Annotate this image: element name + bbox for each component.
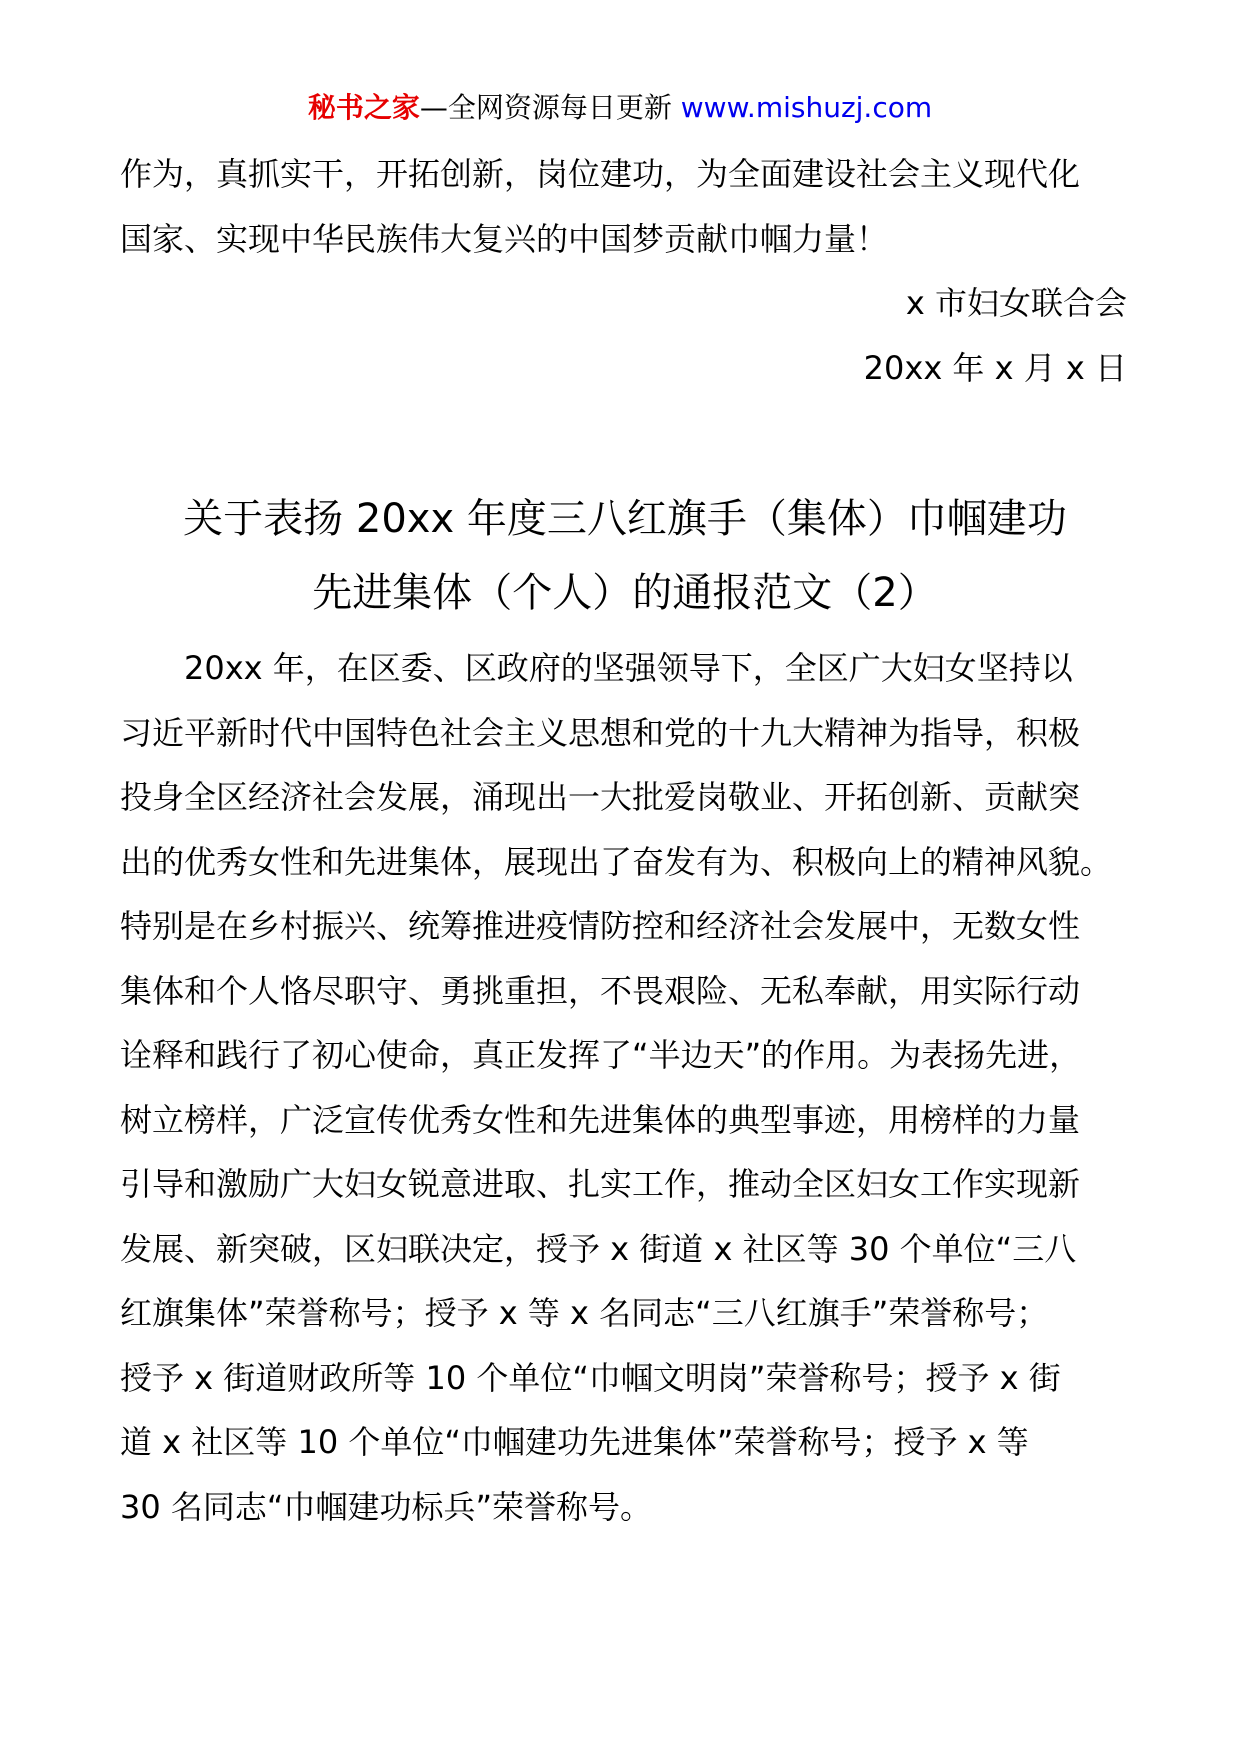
signature-org: x 市妇女联合会: [905, 284, 1127, 322]
body-line: 出的优秀女性和先进集体，展现出了奋发有为、积极向上的精神风貌。: [120, 842, 1113, 881]
body-line: 20xx 年，在区委、区政府的坚强领导下，全区广大妇女坚持以: [184, 649, 1073, 687]
closing-line: 国家、实现中华民族伟大复兴的中国梦贡献巾帼力量！: [120, 219, 889, 258]
closing-line: 作为，真抓实干，开拓创新，岗位建功，为全面建设社会主义现代化: [120, 155, 1081, 193]
body-line: 习近平新时代中国特色社会主义思想和党的十九大精神为指导，积极: [120, 713, 1081, 752]
site-header: [0, 88, 1240, 128]
body-line: 发展、新突破，区妇联决定，授予 x 街道 x 社区等 30 个单位“三八: [120, 1229, 1077, 1268]
document-page: [120, 142, 1130, 1539]
site-slogan: —全网资源每日更新: [419, 91, 681, 124]
site-brand: 秘书之家: [307, 91, 420, 124]
body-line: 特别是在乡村振兴、统筹推进疫情防控和经济社会发展中，无数女性: [120, 907, 1081, 945]
body-line: 红旗集体”荣誉称号；授予 x 等 x 名同志“三八红旗手”荣誉称号；: [120, 1294, 1049, 1332]
body-line: 诠释和践行了初心使命，真正发挥了“半边天”的作用。为表扬先进，: [120, 1036, 1082, 1074]
body-line: 引导和激励广大妇女锐意进取、扎实工作，推动全区妇女工作实现新: [120, 1165, 1081, 1203]
body-line: 集体和个人恪尽职守、勇挑重担，不畏艰险、无私奉献，用实际行动: [120, 971, 1081, 1010]
closing-paragraph: [120, 142, 1130, 271]
body-line: 30 名同志“巾帼建功标兵”荣誉称号。: [120, 1487, 653, 1526]
body-line: 授予 x 街道财政所等 10 个单位“巾帼文明岗”荣誉称号；授予 x 街: [120, 1358, 1061, 1397]
body-line: 投身全区经济社会发展，涌现出一大批爱岗敬业、开拓创新、贡献突: [120, 778, 1081, 816]
body-paragraph: [120, 636, 1130, 1539]
document-title: [120, 482, 1130, 630]
site-url-link[interactable]: www.mishuzj.com: [680, 91, 933, 124]
signature-date: 20xx 年 x 月 x 日: [863, 348, 1127, 387]
body-line: 树立榜样，广泛宣传优秀女性和先进集体的典型事迹，用榜样的力量: [120, 1100, 1081, 1139]
title-line-2: 先进集体（个人）的通报范文（2）: [312, 570, 938, 616]
title-line-1: 关于表扬 20xx 年度三八红旗手（集体）巾帼建功: [183, 496, 1067, 542]
body-line: 道 x 社区等 10 个单位“巾帼建功先进集体”荣誉称号；授予 x 等: [120, 1423, 1029, 1461]
